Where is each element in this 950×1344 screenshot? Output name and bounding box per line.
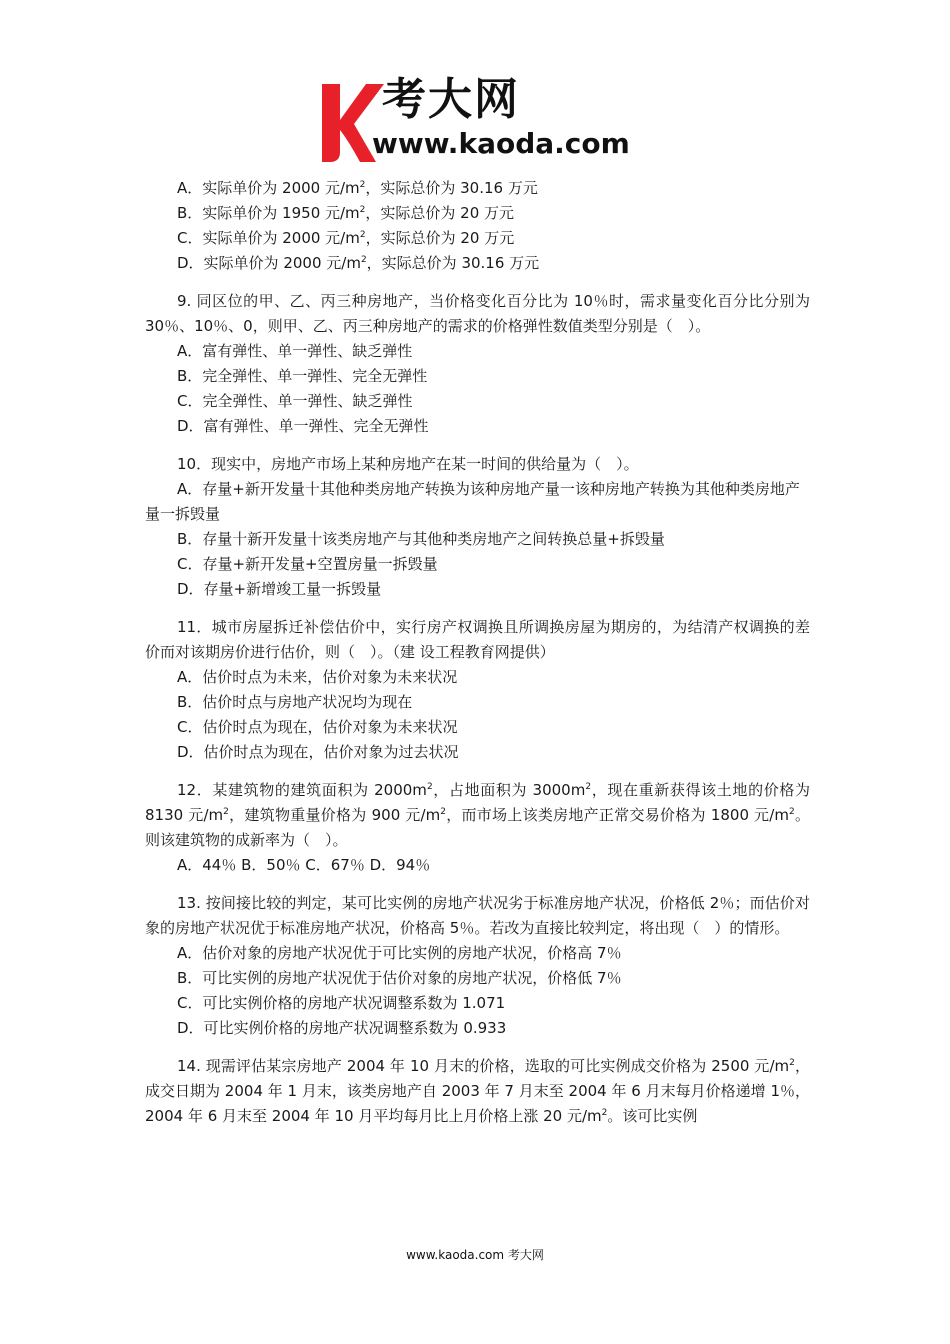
question-stem: 13. 按间接比较的判定，某可比实例的房地产状况劣于标准房地产状况，价格低 2％；而估价对象的房地产状况优于标准房地产状况，价格高 5％。若改为直接比较判定，将出现（ ）的情形。 xyxy=(145,894,810,937)
option-d: D．估价时点为现在，估价对象为过去状况 xyxy=(177,743,459,761)
logo-brand-text: 考大网 xyxy=(382,74,520,125)
question-stem: 14. 现需评估某宗房地产 2004 年 10 月末的价格，选取的可比实例成交价格为 2500 元$/m^2$，成交日期为 2004 年 1 月末，该类房地产自 2003 年 7 月末至 2004 年 6 月末每月价格递增 1％，2004 年 6 月末至 2004 年 10 月平均每月比上月价格上涨 20 元$/m^2$。该可比实例 xyxy=(145,1057,810,1125)
question-8-options xyxy=(145,176,810,276)
option-c: C．完全弹性、单一弹性、缺乏弹性 xyxy=(177,392,413,410)
option-a: A．存量+新开发量十其他种类房地产转换为该种房地产量一该种房地产转换为其他种类房地产量一拆毁量 xyxy=(145,480,800,523)
question-stem: 10．现实中，房地产市场上某种房地产在某一时间的供给量为（ ）。 xyxy=(177,455,639,473)
option-a: A．估价时点为未来，估价对象为未来状况 xyxy=(177,668,458,686)
option-d: D．富有弹性、单一弹性、完全无弹性 xyxy=(177,417,429,435)
page-footer: www.kaoda.com 考大网 xyxy=(406,1248,544,1262)
question-12 xyxy=(145,778,810,878)
option-b: B．可比实例的房地产状况优于估价对象的房地产状况，价格低 7％ xyxy=(177,969,622,987)
option-a: A．富有弹性、单一弹性、缺乏弹性 xyxy=(177,342,413,360)
question-9 xyxy=(145,289,810,439)
option-b: B．完全弹性、单一弹性、完全无弹性 xyxy=(177,367,428,385)
option-a: A．估价对象的房地产状况优于可比实例的房地产状况，价格高 7％ xyxy=(177,944,622,962)
option-d: D．存量+新增竣工量一拆毁量 xyxy=(177,580,382,598)
option-b: B．估价时点与房地产状况均为现在 xyxy=(177,693,413,711)
question-stem: 11．城市房屋拆迁补偿估价中，实行房产权调换且所调换房屋为期房的，为结清产权调换的差价而对该期房价进行估价，则（ ）。（建 设工程教育网提供） xyxy=(145,618,810,661)
option-d: D．实际单价为 2000 元$/m^2$，实际总价为 30.16 万元 xyxy=(177,254,540,272)
option-c: C．可比实例价格的房地产状况调整系数为 1.071 xyxy=(177,994,506,1012)
option-c: C．实际单价为 2000 元$/m^2$，实际总价为 20 万元 xyxy=(177,229,515,247)
option-b: B．实际单价为 1950 元$/m^2$，实际总价为 20 万元 xyxy=(177,204,515,222)
kaoda-logo xyxy=(318,74,638,170)
option-d: D．可比实例价格的房地产状况调整系数为 0.933 xyxy=(177,1019,507,1037)
option-a: A．实际单价为 2000 元$/m^2$，实际总价为 30.16 万元 xyxy=(177,179,538,197)
logo-url-text: www.kaoda.com xyxy=(372,127,630,160)
option-b: B．存量十新开发量十该类房地产与其他种类房地产之间转换总量+拆毁量 xyxy=(177,530,665,548)
question-14 xyxy=(145,1054,810,1129)
question-10 xyxy=(145,452,810,602)
question-stem: 12．某建筑物的建筑面积为 $2000m^2$，占地面积为 $3000m^2$，现在重新获得该土地的价格为 8130 元$/m^2$，建筑物重量价格为 900 元$/m^2$，而市场上该类房地产正常交易价格为 1800 元$/m^2$。则该建筑物的成新率为（ ）。 xyxy=(145,781,810,849)
options-inline: A．44％ B．50％ C．67％ D．94％ xyxy=(177,856,431,874)
page-content xyxy=(145,176,810,1129)
option-c: C．估价时点为现在，估价对象为未来状况 xyxy=(177,718,458,736)
option-c: C．存量+新开发量+空置房量一拆毁量 xyxy=(177,555,438,573)
question-stem: 9. 同区位的甲、乙、丙三种房地产，当价格变化百分比为 10％时，需求量变化百分比分别为 30％、10％、0，则甲、乙、丙三种房地产的需求的价格弹性数值类型分别是（ ）。 xyxy=(145,292,810,335)
question-11 xyxy=(145,615,810,765)
question-13 xyxy=(145,891,810,1041)
